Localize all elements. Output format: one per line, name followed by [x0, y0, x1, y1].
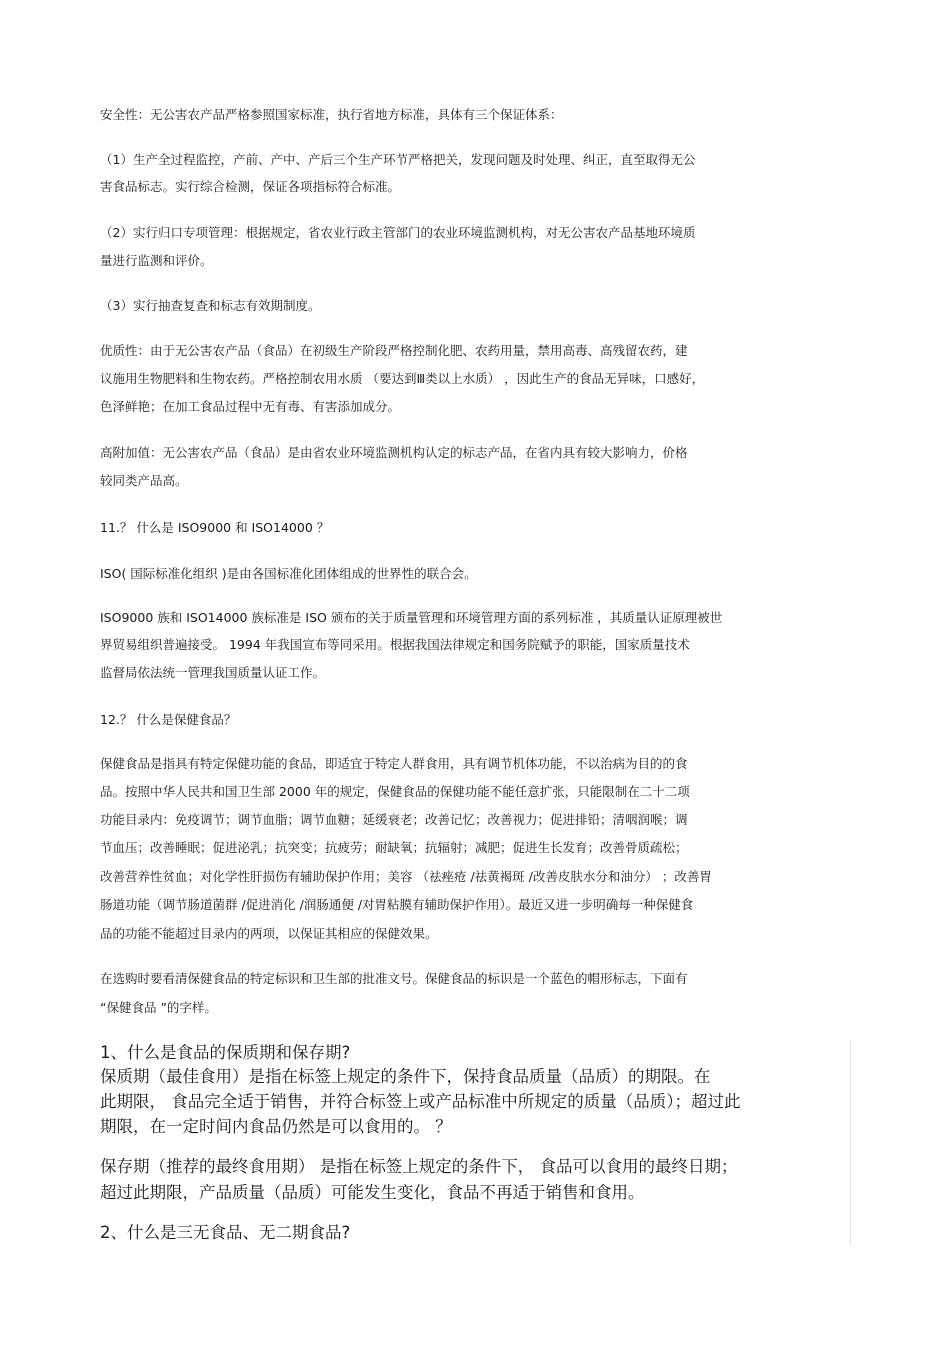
margin-rule	[850, 1040, 851, 1245]
quality-line-3: 色泽鲜艳；在加工食品过程中无有毒、有害添加成分。	[100, 399, 401, 414]
q11-line-2: ISO9000 族和 ISO14000 族标准是 ISO 颁布的关于质量管理和环境管理方面的系列标准 ，其质量认证原理被世	[100, 610, 723, 625]
q12-line-2: 品。按照中华人民共和国卫生部 2000 年的规定，保健食品的保健功能不能任意扩张，只能限制在二十二项	[100, 784, 690, 799]
q12-line-3: 功能目录内：免疫调节；调节血脂；调节血糖；延缓衰老；改善记忆；改善视力；促进排铅；清咽润喉；调	[100, 812, 688, 827]
safety-point-2-line-1: （2）实行归口专项管理：根据规定，省农业行政主管部门的农业环境监测机构，对无公害农产品基地环境质	[100, 225, 696, 240]
q11-line-4: 监督局依法统一管理我国质量认证工作。	[100, 665, 326, 680]
q11-line-1: ISO( 国际标准化组织 )是由各国标准化团体组成的世界性的联合会。	[100, 566, 477, 581]
shelf-life-line-1: 保质期（最佳食用）是指在标签上规定的条件下，保持食品质量（品质）的期限。在	[100, 1067, 711, 1086]
safety-point-1-line-1: （1）生产全过程监控，产前、产中、产后三个生产环节严格把关，发现问题及时处理、纠正，直至取得无公	[100, 152, 696, 167]
shelf-life-line-5: 超过此期限，产品质量（品质）可能发生变化，食品不再适于销售和食用。	[100, 1183, 645, 1202]
value-line-1: 高附加值：无公害农产品（食品）是由省农业环境监测机构认定的标志产品，在省内具有较大影响力，价格	[100, 445, 688, 460]
value-line-2: 较同类产品高。	[100, 473, 188, 488]
quality-line-2: 议施用生物肥料和生物农药。严格控制农用水质 （要达到Ⅲ类以上水质） ，因此生产的食品无异味，口感好，	[100, 371, 705, 386]
shelf-life-line-2: 此期限， 食品完全适于销售，并符合标签上或产品标准中所规定的质量（品质）；超过此	[100, 1092, 741, 1111]
safety-intro: 安全性：无公害农产品严格参照国家标准，执行省地方标准，具体有三个保证体系：	[100, 107, 563, 122]
q12-line-7: 品的功能不能超过目录内的两项，以保证其相应的保健效果。	[100, 926, 438, 941]
q2-title: 2、什么是三无食品、无二期食品?	[100, 1223, 351, 1242]
q12-line-1: 保健食品是指具有特定保健功能的食品，即适宜于特定人群食用，具有调节机体功能，不以治病为目的的食	[100, 756, 688, 771]
safety-point-1-line-2: 害食品标志。实行综合检测，保证各项指标符合标准。	[100, 179, 401, 194]
q12-line-9: “保健食品 ”的字样。	[100, 1000, 217, 1015]
q12-line-8: 在选购时要看清保健食品的特定标识和卫生部的批准文号。保健食品的标识是一个蓝色的帽形标志，下面有	[100, 971, 688, 986]
safety-point-3: （3）实行抽查复查和标志有效期制度。	[100, 298, 321, 313]
q12-line-5: 改善营养性贫血；对化学性肝损伤有辅助保护作用；美容 （祛痤疮 /祛黄褐斑 /改善皮肤水分和油分） ；改善胃	[100, 869, 712, 884]
q12-line-6: 肠道功能（调节肠道菌群 /促进消化 /润肠通便 /对胃粘膜有辅助保护作用）。最近又进一步明确每一种保健食	[100, 897, 694, 912]
q11-title: 11.？ 什么是 ISO9000 和 ISO14000 ？	[100, 520, 330, 535]
shelf-life-line-4: 保存期（推荐的最终食用期） 是指在标签上规定的条件下， 食品可以食用的最终日期；	[100, 1157, 738, 1176]
q11-line-3: 界贸易组织普遍接受。 1994 年我国宣布等同采用。根据我国法律规定和国务院赋予的职能，国家质量技术	[100, 637, 690, 652]
shelf-life-title: 1、什么是食品的保质期和保存期?	[100, 1043, 351, 1062]
quality-line-1: 优质性：由于无公害农产品（食品）在初级生产阶段严格控制化肥、农药用量，禁用高毒、高残留农药，建	[100, 343, 688, 358]
q12-title: 12.？ 什么是保健食品？	[100, 712, 237, 727]
shelf-life-line-3: 期限，在一定时间内食品仍然是可以食用的。 ？	[100, 1117, 452, 1136]
q12-line-4: 节血压；改善睡眠；促进泌乳；抗突变；抗疲劳；耐缺氧；抗辐射；减肥；促进生长发育；改善骨质疏松；	[100, 840, 688, 855]
safety-point-2-line-2: 量进行监测和评价。	[100, 253, 213, 268]
